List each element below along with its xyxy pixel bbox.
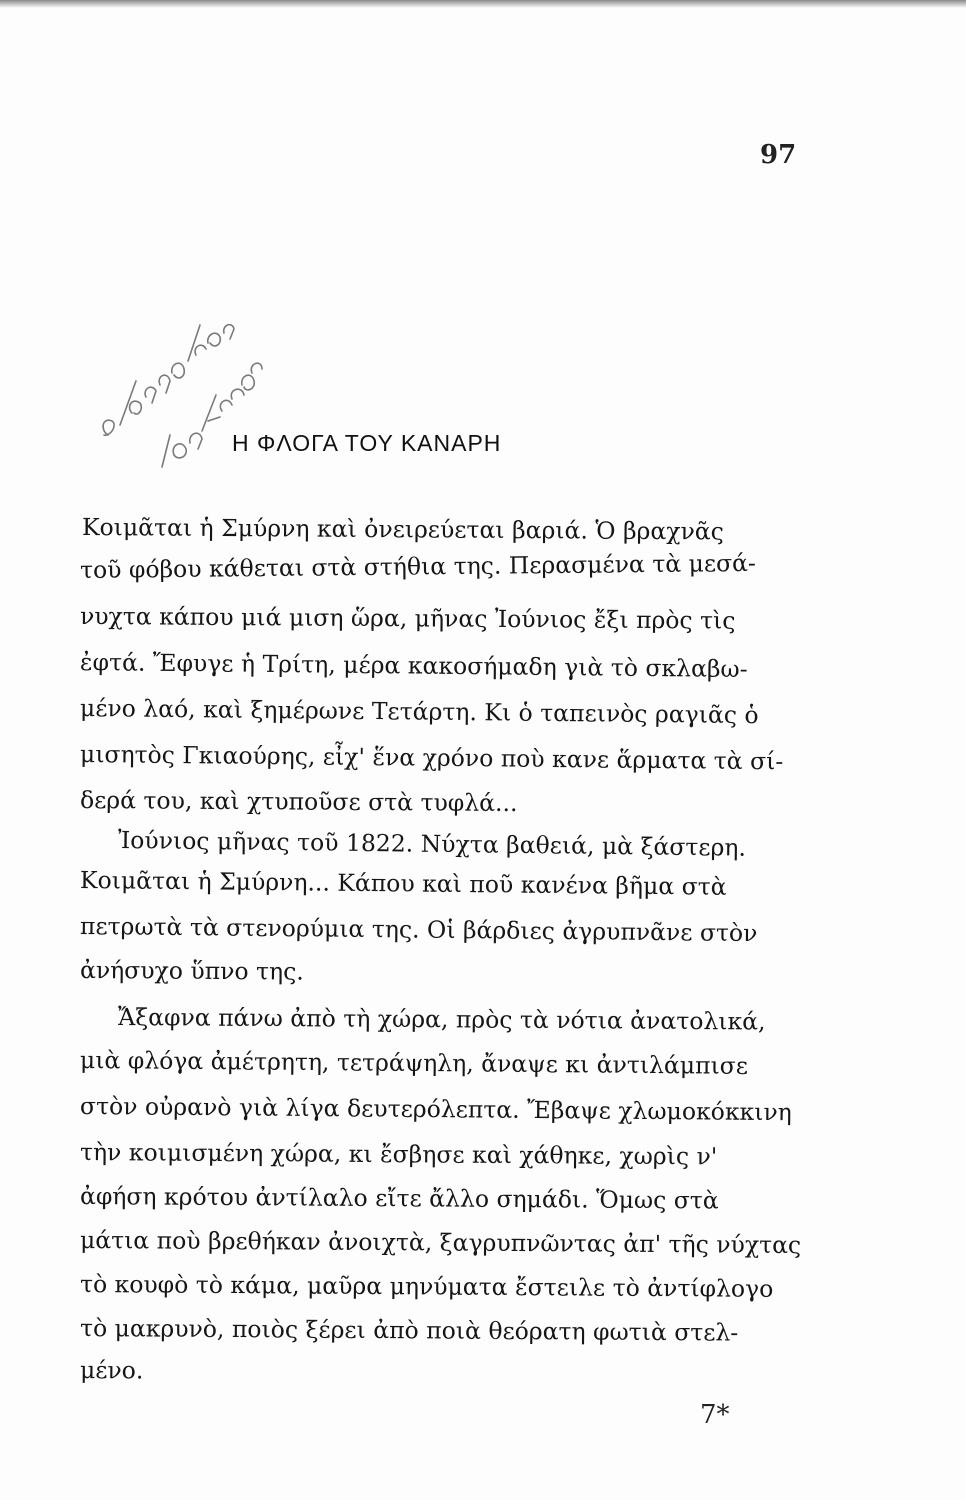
text-line: ἀνήσυχο ὕπνο της. (79, 956, 304, 986)
text-line: ἀφήση κρότου ἀντίλαλο εἴτε ἄλλο σημάδι. Ὅμως στὰ (79, 1182, 719, 1215)
text-line: πετρωτὰ τὰ στενορύμια της. Οἱ βάρδιες ἀγρυπνᾶνε στὸν (79, 912, 758, 948)
signature-mark: 7* (700, 1400, 730, 1430)
text-line: ἐφτά. Ἔφυγε ἡ Τρίτη, μέρα κακοσήμαδη γιὰ τὸ σκλαβω- (79, 648, 748, 683)
text-line: τοῦ φόβου κάθεται στὰ στήθια της. Περασμένα τὰ μεσά- (79, 548, 757, 584)
text-line: στὸν οὐρανὸ γιὰ λίγα δευτερόλεπτα. Ἔβαψε χλωμοκόκκινη (79, 1092, 792, 1127)
chapter-title: Η ΦΛΟΓΑ ΤΟΥ ΚΑΝΑΡΗ (232, 430, 502, 456)
text-line: μένο. (79, 1356, 144, 1385)
text-line: τὴν κοιμισμένη χώρα, κι ἔσβησε καὶ χάθηκε, χωρὶς ν' (79, 1138, 718, 1171)
text-line: Ἄξαφνα πάνω ἀπὸ τὴ χώρα, πρὸς τὰ νότια ἀνατολικά, (117, 1003, 766, 1036)
text-line: δερά του, καὶ χτυποῦσε στὰ τυφλά... (79, 786, 518, 818)
text-line: μάτια ποὺ βρεθήκαν ἀνοιχτὰ, ξαγρυπνῶντας ἀπ' τῆς νύχτας (79, 1226, 802, 1260)
text-line: Ἰούνιος μῆνας τοῦ 1822. Νύχτα βαθειά, μὰ ξάστερη. (117, 826, 747, 862)
text-line: Κοιμᾶται ἡ Σμύρνη... Κάπου καὶ ποῦ κανένα βῆμα στὰ (79, 866, 727, 901)
page-number: 97 (760, 140, 797, 170)
text-line: τὸ μακρυνὸ, ποιὸς ξέρει ἀπὸ ποιὰ θεόρατη φωτιὰ στελ- (79, 1314, 739, 1347)
text-line: νυχτα κάπου μιά μιση ὥρα, μῆνας Ἰούνιος ἔξι πρὸς τὶς (79, 602, 736, 635)
text-line: τὸ κουφὸ τὸ κάμα, μαῦρα μηνύματα ἔστειλε τὸ ἀντίφλογο (79, 1270, 774, 1303)
page-top-edge (0, 0, 966, 8)
text-line: μένο λαό, καὶ ξημέρωνε Τετάρτη. Κι ὁ ταπεινὸς ραγιᾶς ὁ (79, 694, 759, 730)
text-line: μιὰ φλόγα ἀμέτρητη, τετράψηλη, ἄναψε κι ἀντιλάμπισε (79, 1046, 749, 1080)
text-line: μισητὸς Γκιαούρης, εἶχ' ἕνα χρόνο ποὺ κανε ἅρματα τὰ σί- (79, 740, 784, 776)
text-line: Κοιμᾶται ἡ Σμύρνη καὶ ὀνειρεύεται βαριά. Ὁ βραχνᾶς (81, 513, 724, 546)
